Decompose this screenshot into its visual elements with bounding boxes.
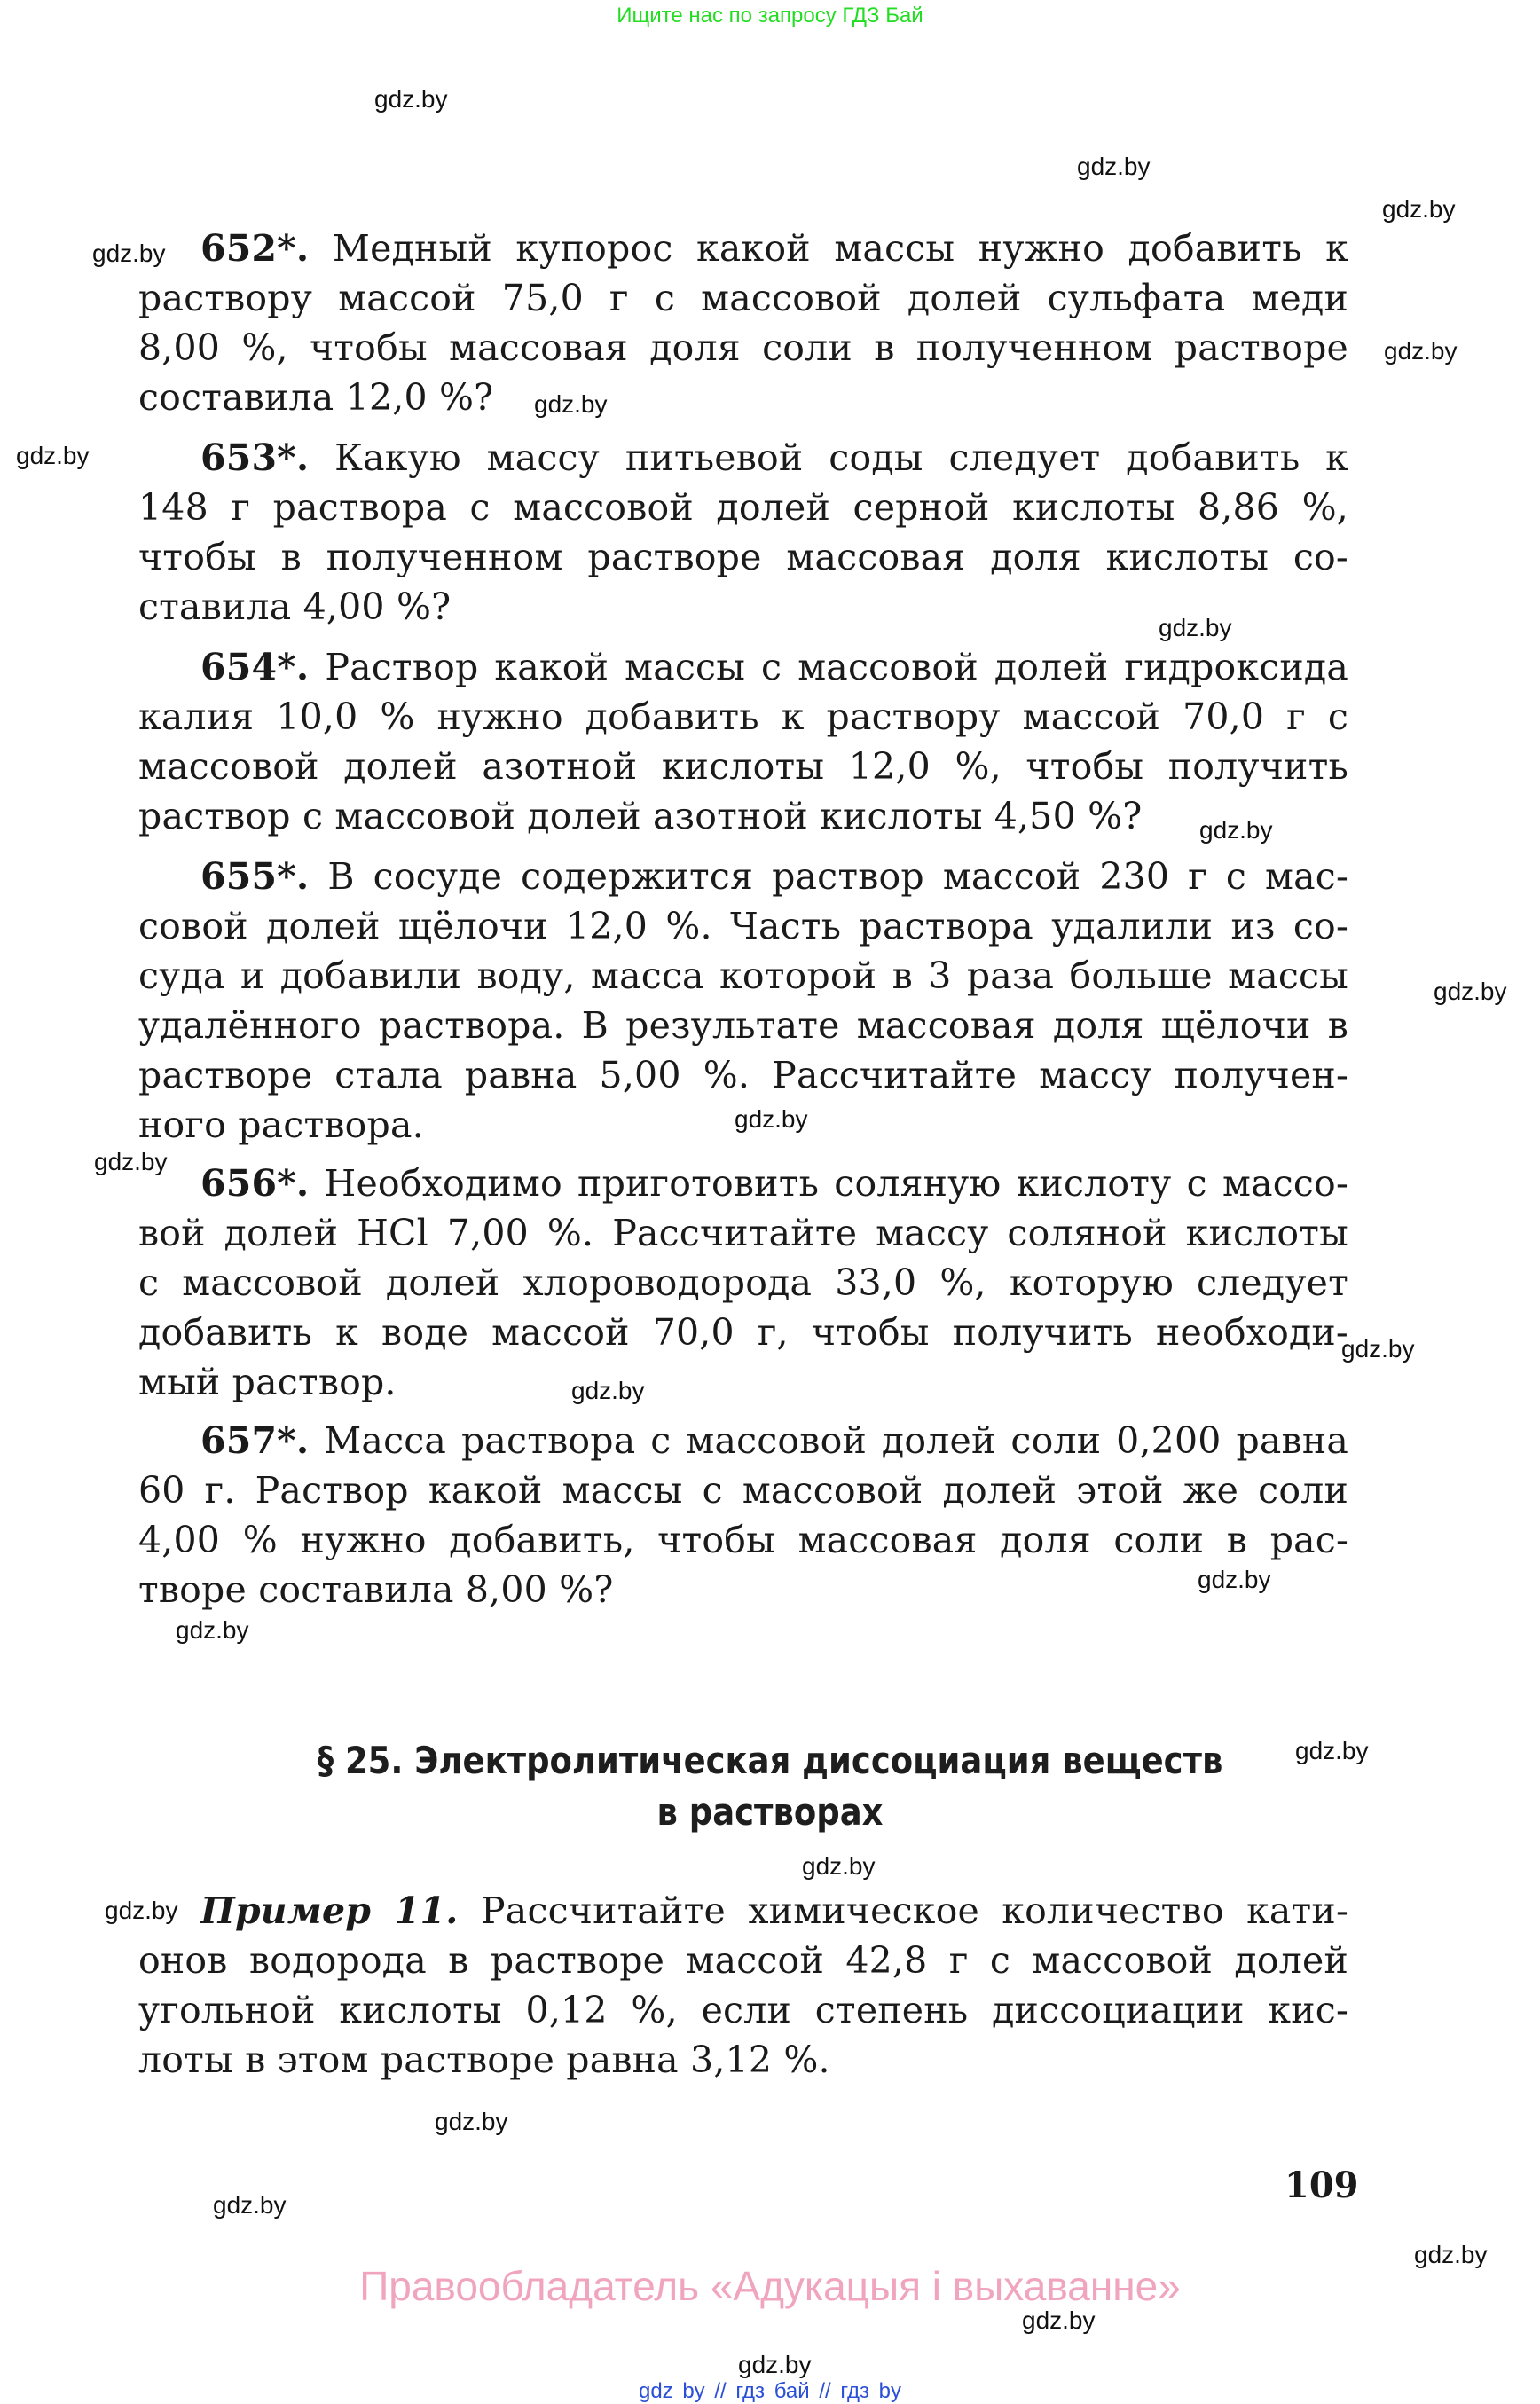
watermark-gdz: gdz.by bbox=[105, 1897, 178, 1924]
problem-line: калия 10,0 % нужно добавить к раствору массой 70,0 г с bbox=[138, 695, 1348, 738]
problem-line: 148 г раствора с массовой долей серной кислоты 8,86 %, bbox=[138, 486, 1348, 529]
problem-line: 655*. В сосуде содержится раствор массой 230 г с мас- bbox=[200, 855, 1349, 898]
watermark-gdz: gdz.by bbox=[94, 1148, 168, 1175]
problem-line: 654*. Раствор какой массы с массовой долей гидроксида bbox=[200, 646, 1349, 688]
section-title: § 25. Электролитическая диссоциация веществ bbox=[317, 1739, 1223, 1782]
problem-line: с массовой долей хлороводорода 33,0 %, которую следует bbox=[138, 1261, 1348, 1304]
example-label: Пример 11. bbox=[200, 1889, 459, 1932]
problem-line: растворе стала равна 5,00 %. Рассчитайте массу получен- bbox=[138, 1054, 1348, 1096]
problem-line: 60 г. Раствор какой массы с массовой долей этой же соли bbox=[138, 1469, 1348, 1512]
watermark-gdz: gdz.by bbox=[534, 390, 608, 418]
watermark-gdz: gdz.by bbox=[1414, 2241, 1488, 2268]
problem-line: суда и добавили воду, масса которой в 3 раза больше массы bbox=[138, 955, 1348, 997]
watermark-gdz: gdz.by bbox=[1341, 1335, 1415, 1363]
watermark-gdz: gdz.by bbox=[213, 2191, 287, 2219]
problem-line: составила 12,0 %? bbox=[138, 376, 494, 419]
problem-line: удалённого раствора. В результате массовая доля щёлочи в bbox=[138, 1004, 1348, 1047]
problem-line: 657*. Масса раствора с массовой долей соли 0,200 равна bbox=[200, 1419, 1349, 1462]
watermark-gdz: gdz.by bbox=[92, 240, 166, 267]
watermark-gdz: gdz.by bbox=[738, 2351, 812, 2378]
page-number: 109 bbox=[1285, 2164, 1359, 2206]
watermark-gdz: gdz.by bbox=[571, 1377, 645, 1404]
watermark-gdz: gdz.by bbox=[1022, 2306, 1096, 2334]
problem-line: раствор с массовой долей азотной кислоты 4,50 %? bbox=[138, 795, 1143, 837]
problem-number: 655*. bbox=[200, 855, 310, 898]
watermark-gdz: gdz.by bbox=[1077, 153, 1151, 180]
watermark-gdz: gdz.by bbox=[1159, 614, 1232, 641]
watermark-gdz: gdz.by bbox=[1434, 978, 1507, 1005]
watermark-gdz: gdz.by bbox=[1384, 337, 1458, 365]
problem-number: 657*. bbox=[200, 1419, 310, 1462]
problem-number: 656*. bbox=[200, 1162, 310, 1205]
watermark-gdz: gdz.by bbox=[1198, 1566, 1271, 1593]
problem-line: совой долей щёлочи 12,0 %. Часть раствора удалили из со- bbox=[138, 905, 1348, 947]
watermark-gdz: gdz.by bbox=[802, 1852, 876, 1880]
problem-line: 653*. Какую массу питьевой соды следует добавить к bbox=[200, 436, 1349, 479]
problem-line: 8,00 %, чтобы массовая доля соли в полученном растворе bbox=[138, 326, 1348, 369]
problem-line: массовой долей азотной кислоты 12,0 %, чтобы получить bbox=[138, 745, 1348, 788]
watermark-gdz: gdz.by bbox=[735, 1105, 808, 1133]
problem-number: 653*. bbox=[200, 436, 310, 479]
problem-line: раствору массой 75,0 г с массовой долей сульфата меди bbox=[138, 277, 1348, 319]
problem-line: ного раствора. bbox=[138, 1104, 424, 1146]
example-line: лоты в этом растворе равна 3,12 %. bbox=[138, 2039, 830, 2081]
section-title-continued: в растворах bbox=[656, 1790, 884, 1834]
problem-line: творе составила 8,00 %? bbox=[138, 1568, 614, 1611]
problem-line: 4,00 % нужно добавить, чтобы массовая доля соли в рас- bbox=[138, 1519, 1348, 1561]
watermark-gdz: gdz.by bbox=[374, 85, 448, 113]
problem-line: мый раствор. bbox=[138, 1361, 397, 1403]
example-line: Пример 11. Рассчитайте химическое количество кати- bbox=[200, 1889, 1348, 1932]
watermark-gdz: gdz.by bbox=[435, 2108, 508, 2135]
watermark-gdz: gdz.by bbox=[1199, 816, 1273, 844]
watermark-gdz: gdz.by bbox=[1295, 1737, 1369, 1764]
problem-line: ставила 4,00 %? bbox=[138, 585, 452, 628]
example-line: онов водорода в растворе массой 42,8 г с массовой долей bbox=[138, 1939, 1348, 1982]
rights-holder: Правообладатель «Адукацыя і выхаванне» bbox=[359, 2263, 1181, 2309]
search-banner: Ищите нас по запросу ГДЗ Бай bbox=[617, 4, 923, 27]
problem-line: вой долей HCl 7,00 %. Рассчитайте массу соляной кислоты bbox=[138, 1212, 1348, 1254]
watermark-gdz: gdz.by bbox=[16, 442, 90, 469]
problem-line: 652*. Медный купорос какой массы нужно добавить к bbox=[200, 227, 1349, 270]
watermark-gdz: gdz.by bbox=[1382, 195, 1456, 223]
problem-number: 652*. bbox=[200, 227, 310, 270]
problem-line: 656*. Необходимо приготовить соляную кислоту с массо- bbox=[200, 1162, 1348, 1205]
watermark-gdz: gdz.by bbox=[176, 1616, 249, 1644]
problem-line: чтобы в полученном растворе массовая доля кислоты со- bbox=[138, 536, 1348, 578]
footer-links[interactable]: gdz by // гдз бай // гдз by bbox=[638, 2379, 902, 2403]
problem-line: добавить к воде массой 70,0 г, чтобы получить необходи- bbox=[138, 1311, 1348, 1354]
example-line: угольной кислоты 0,12 %, если степень диссоциации кис- bbox=[138, 1989, 1348, 2031]
problem-number: 654*. bbox=[200, 646, 310, 688]
